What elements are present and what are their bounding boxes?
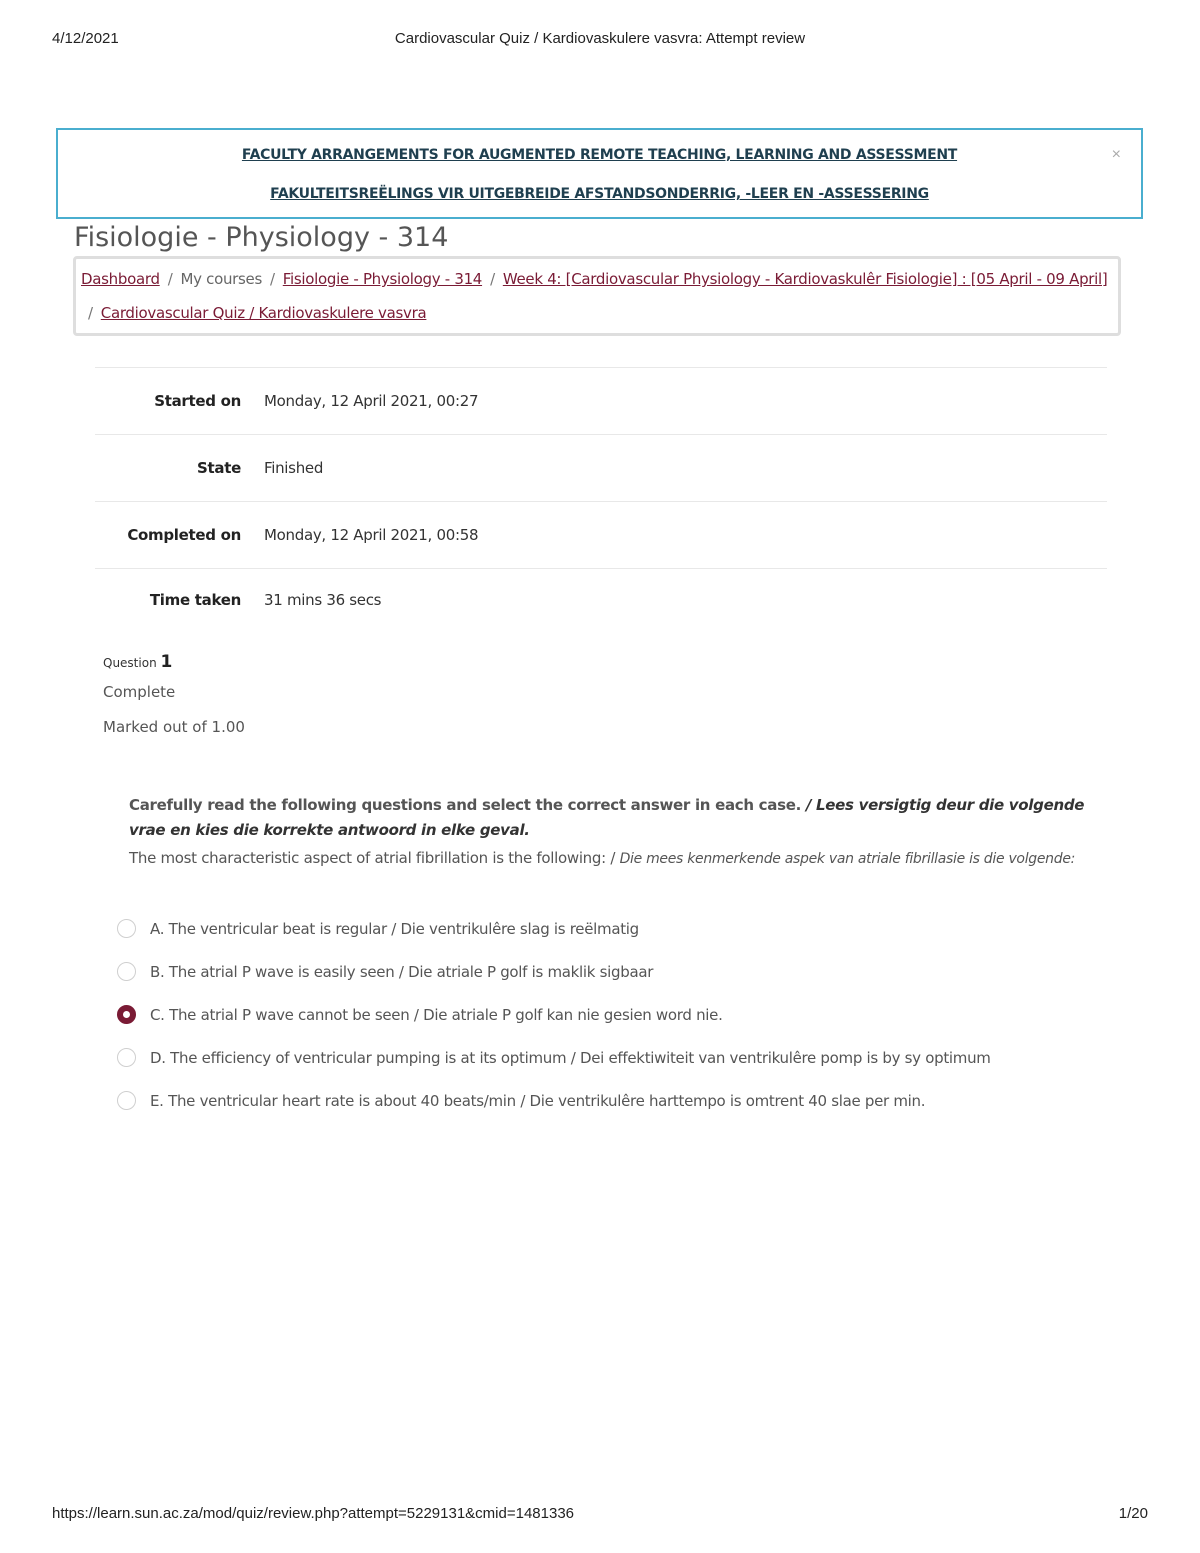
breadcrumb-course[interactable]: Fisiologie - Physiology - 314 [282,270,483,288]
summary-row-state [95,435,1107,502]
breadcrumb-separator: / [490,270,495,288]
summary-row-time-taken [95,569,1107,631]
instruction-english: Carefully read the following questions and select the correct answer in each case. [129,796,801,814]
summary-label: State [197,459,241,477]
print-header-date: 4/12/2021 [52,30,119,47]
answer-option-b[interactable] [117,950,991,993]
question-info [103,652,245,736]
answer-label: A. The ventricular beat is regular / Die ventrikulêre slag is reëlmatig [150,919,639,938]
breadcrumb-week[interactable]: Week 4: [Cardiovascular Physiology - Kardiovaskulêr Fisiologie] : [05 April - 09 April] [502,270,1108,288]
summary-row-completed-on [95,502,1107,569]
breadcrumb [73,256,1121,336]
answer-label: E. The ventricular heart rate is about 40 beats/min / Die ventrikulêre harttempo is omtrent 40 slae per min. [150,1091,926,1110]
summary-label: Time taken [149,591,241,609]
radio-button-selected[interactable] [117,1005,136,1024]
attempt-summary-table [95,367,1107,631]
summary-value: Finished [264,459,324,477]
summary-value: Monday, 12 April 2021, 00:58 [264,526,479,544]
print-footer-url: https://learn.sun.ac.za/mod/quiz/review.php?attempt=5229131&cmid=1481336 [52,1505,575,1522]
close-icon[interactable]: × [1111,146,1121,163]
notice-link-faculty-arrangements[interactable]: FACULTY ARRANGEMENTS FOR AUGMENTED REMOTE TEACHING, LEARNING AND ASSESSMENT [241,147,958,163]
question-number-value: 1 [160,652,173,672]
breadcrumb-dashboard[interactable]: Dashboard [81,270,160,288]
breadcrumb-quiz[interactable]: Cardiovascular Quiz / Kardiovaskulere vasvra [100,304,427,322]
question-instruction [129,793,1089,843]
answer-option-a[interactable] [117,907,991,950]
answer-label: B. The atrial P wave is easily seen / Die atriale P golf is maklik sigbaar [150,962,654,981]
breadcrumb-separator: / [88,304,93,322]
print-header-title: Cardiovascular Quiz / Kardiovaskulere vasvra: Attempt review [394,30,806,47]
summary-value: Monday, 12 April 2021, 00:27 [264,392,479,410]
answer-options [117,907,991,1122]
answer-option-e[interactable] [117,1079,991,1122]
summary-label: Completed on [127,526,241,544]
question-grade: Marked out of 1.00 [103,718,245,736]
breadcrumb-separator: / [270,270,275,288]
breadcrumb-separator: / [167,270,173,288]
radio-button[interactable] [117,962,136,981]
notice-banner [56,128,1143,219]
question-number [103,652,172,672]
radio-button[interactable] [117,919,136,938]
summary-value: 31 mins 36 secs [264,591,382,609]
print-footer-page: 1/20 [1118,1505,1148,1522]
radio-button[interactable] [117,1091,136,1110]
summary-row-started-on [95,368,1107,435]
answer-label: D. The efficiency of ventricular pumping is at its optimum / Dei effektiwiteit van ventrikulêre pomp is by sy optimum [150,1048,991,1067]
page-title: Fisiologie - Physiology - 314 [74,222,449,253]
question-text [129,793,1089,867]
question-prompt [129,849,1089,867]
summary-label: Started on [154,392,241,410]
prompt-english: The most characteristic aspect of atrial fibrillation is the following: / [129,849,616,867]
prompt-afrikaans: Die mees kenmerkende aspek van atriale fibrillasie is die volgende: [619,851,1076,867]
breadcrumb-my-courses: My courses [180,270,262,288]
question-label: Question [103,656,157,670]
answer-label: C. The atrial P wave cannot be seen / Die atriale P golf kan nie gesien word nie. [150,1005,723,1024]
answer-option-d[interactable] [117,1036,991,1079]
instruction-afrikaans: / Lees versigtig deur die volgende vrae en kies die korrekte antwoord in elke geval. [129,796,1085,839]
question-state: Complete [103,683,176,701]
answer-option-c[interactable] [117,993,991,1036]
notice-link-fakulteitsreelings[interactable]: FAKULTEITSREËLINGS VIR UITGEBREIDE AFSTANDSONDERRIG, -LEER EN -ASSESSERING [270,186,929,202]
radio-button[interactable] [117,1048,136,1067]
